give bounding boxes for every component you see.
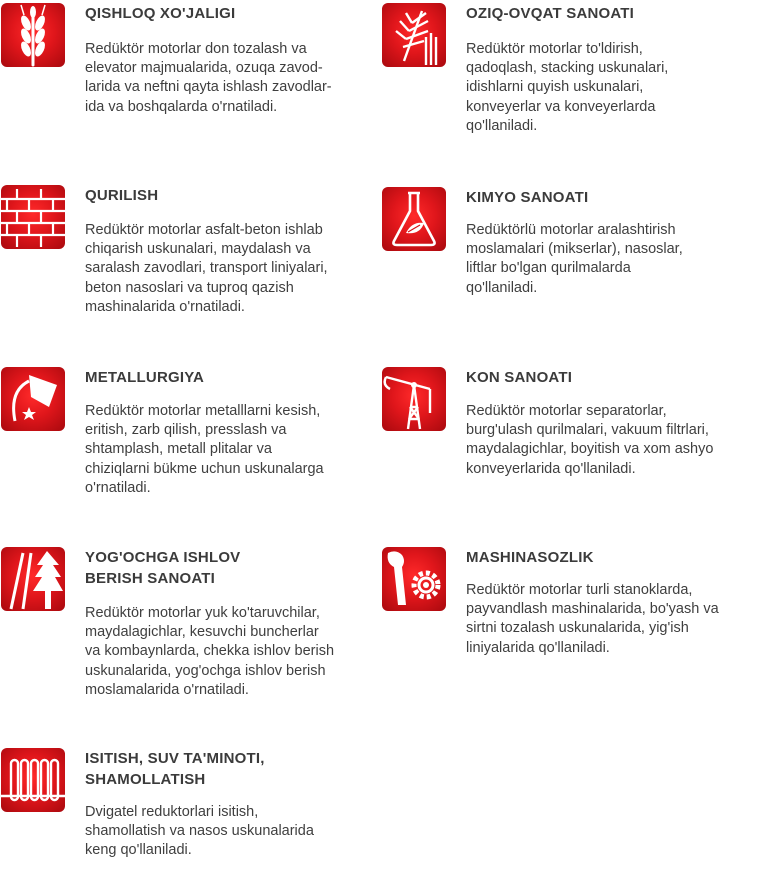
industry-title xyxy=(85,748,265,790)
desc-line: uskunalarida, yog'ochga ishlov berish xyxy=(85,662,326,679)
industry-description xyxy=(85,803,375,861)
industry-title: QISHLOQ XO'JALIGI xyxy=(85,5,236,22)
industry-description xyxy=(85,402,375,498)
desc-line: Redüktör motorlar don tozalash va xyxy=(85,41,307,57)
industry-title: MASHINASOZLIK xyxy=(466,549,594,566)
industry-description xyxy=(85,221,375,317)
desc-line: chiziqlarni bükme uchun uskunalarga xyxy=(85,460,324,477)
industry-title: QURILISH xyxy=(85,187,159,204)
desc-line: Redüktör motorlar to'ldirish, xyxy=(466,41,643,57)
industry-card-machine-building xyxy=(382,547,752,667)
industry-card-food xyxy=(382,3,752,143)
title-line: ISITISH, SUV TA'MINOTI, xyxy=(85,750,265,767)
desc-line: mashinalarida o'rnatiladi. xyxy=(85,298,245,315)
title-line: YOG'OCHGA ISHLOV xyxy=(85,549,241,566)
food-industry-icon xyxy=(382,3,446,67)
industry-card-agriculture xyxy=(1,3,371,123)
desc-line: ida va boshqalarda o'rnatiladi. xyxy=(85,98,278,115)
industry-title: OZIQ-OVQAT SANOATI xyxy=(466,5,635,22)
desc-line: Dvigatel reduktorlari isitish, xyxy=(85,804,259,820)
industry-description xyxy=(466,402,756,479)
industry-description xyxy=(466,581,756,658)
desc-line: Redüktör motorlar asfalt-beton ishlab xyxy=(85,222,323,238)
industry-card-mining xyxy=(382,367,752,487)
industry-title xyxy=(85,547,240,589)
desc-line: sirtni tozalash uskunalarida, yig'ish xyxy=(466,620,689,637)
desc-line: shtamplash, metall plitalar va xyxy=(85,441,272,458)
industry-card-metallurgy xyxy=(1,367,371,507)
desc-line: Redüktör motorlar metalllarni kesish, xyxy=(85,403,321,419)
desc-line: shamollatish va nasos uskunalarida xyxy=(85,823,314,840)
desc-line: beton nasoslari va tuproq qazish xyxy=(85,279,294,296)
industry-title: KON SANOATI xyxy=(466,369,573,386)
industry-card-heating xyxy=(1,748,371,873)
brick-wall-icon xyxy=(1,185,65,249)
desc-line: idishlarni quyish uskunalari, xyxy=(466,79,644,96)
radiator-icon xyxy=(1,748,65,812)
desc-line: chiqarish uskunalari, maydalash va xyxy=(85,241,311,258)
industry-description xyxy=(466,40,756,136)
desc-line: qo'llaniladi. xyxy=(466,117,538,134)
desc-line: payvandlash mashinalarida, bo'yash va xyxy=(466,601,719,618)
title-line: BERISH SANOATI xyxy=(85,570,216,587)
desc-line: konveyerlar va konveyerlarda xyxy=(466,98,656,115)
industry-description xyxy=(85,40,375,117)
industry-description xyxy=(466,221,756,298)
wrench-gear-icon xyxy=(382,547,446,611)
flask-icon xyxy=(382,187,446,251)
industry-description xyxy=(85,604,375,700)
wheat-icon xyxy=(1,3,65,67)
desc-line: va kombaynlarda, chekka ishlov berish xyxy=(85,643,335,660)
desc-line: eritish, zarb qilish, presslash va xyxy=(85,422,287,439)
desc-line: liniyalarida qo'llaniladi. xyxy=(466,639,610,656)
desc-line: elevator majmualarida, ozuqa zavod- xyxy=(85,60,323,77)
desc-line: qadoqlash, stacking uskunalari, xyxy=(466,60,669,77)
industry-title: KIMYO SANOATI xyxy=(466,189,589,206)
desc-line: burg'ulash qurilmalari, vakuum filtrlari, xyxy=(466,422,709,439)
desc-line: moslamalarida o'rnatiladi. xyxy=(85,681,249,698)
desc-line: Redüktör motorlar separatorlar, xyxy=(466,403,667,419)
desc-line: liftlar bo'lgan qurilmalarda xyxy=(466,260,631,277)
wood-icon xyxy=(1,547,65,611)
desc-line: saralash zavodlari, transport liniyalari, xyxy=(85,260,328,277)
oil-pump-icon xyxy=(382,367,446,431)
desc-line: Redüktörlü motorlar aralashtirish xyxy=(466,222,676,238)
ladle-icon xyxy=(1,367,65,431)
desc-line: moslamalari (mikserlar), nasoslar, xyxy=(466,241,683,258)
industry-card-woodworking xyxy=(1,547,371,707)
desc-line: maydalagichlar, boyitish va xom ashyo xyxy=(466,441,714,458)
title-line: SHAMOLLATISH xyxy=(85,771,206,788)
industry-card-construction xyxy=(1,185,371,325)
desc-line: maydalagichlar, kesuvchi buncherlar xyxy=(85,624,319,641)
industry-card-chemical xyxy=(382,187,752,307)
desc-line: keng qo'llaniladi. xyxy=(85,842,192,859)
desc-line: qo'llaniladi. xyxy=(466,279,538,296)
desc-line: konveyerlarida qo'llaniladi. xyxy=(466,460,636,477)
desc-line: Redüktör motorlar yuk ko'taruvchilar, xyxy=(85,605,320,621)
desc-line: Redüktör motorlar turli stanoklarda, xyxy=(466,582,693,598)
industry-title: METALLURGIYA xyxy=(85,369,205,386)
desc-line: larida va neftni qayta ishlash zavodlar- xyxy=(85,79,332,96)
desc-line: o'rnatiladi. xyxy=(85,479,151,496)
